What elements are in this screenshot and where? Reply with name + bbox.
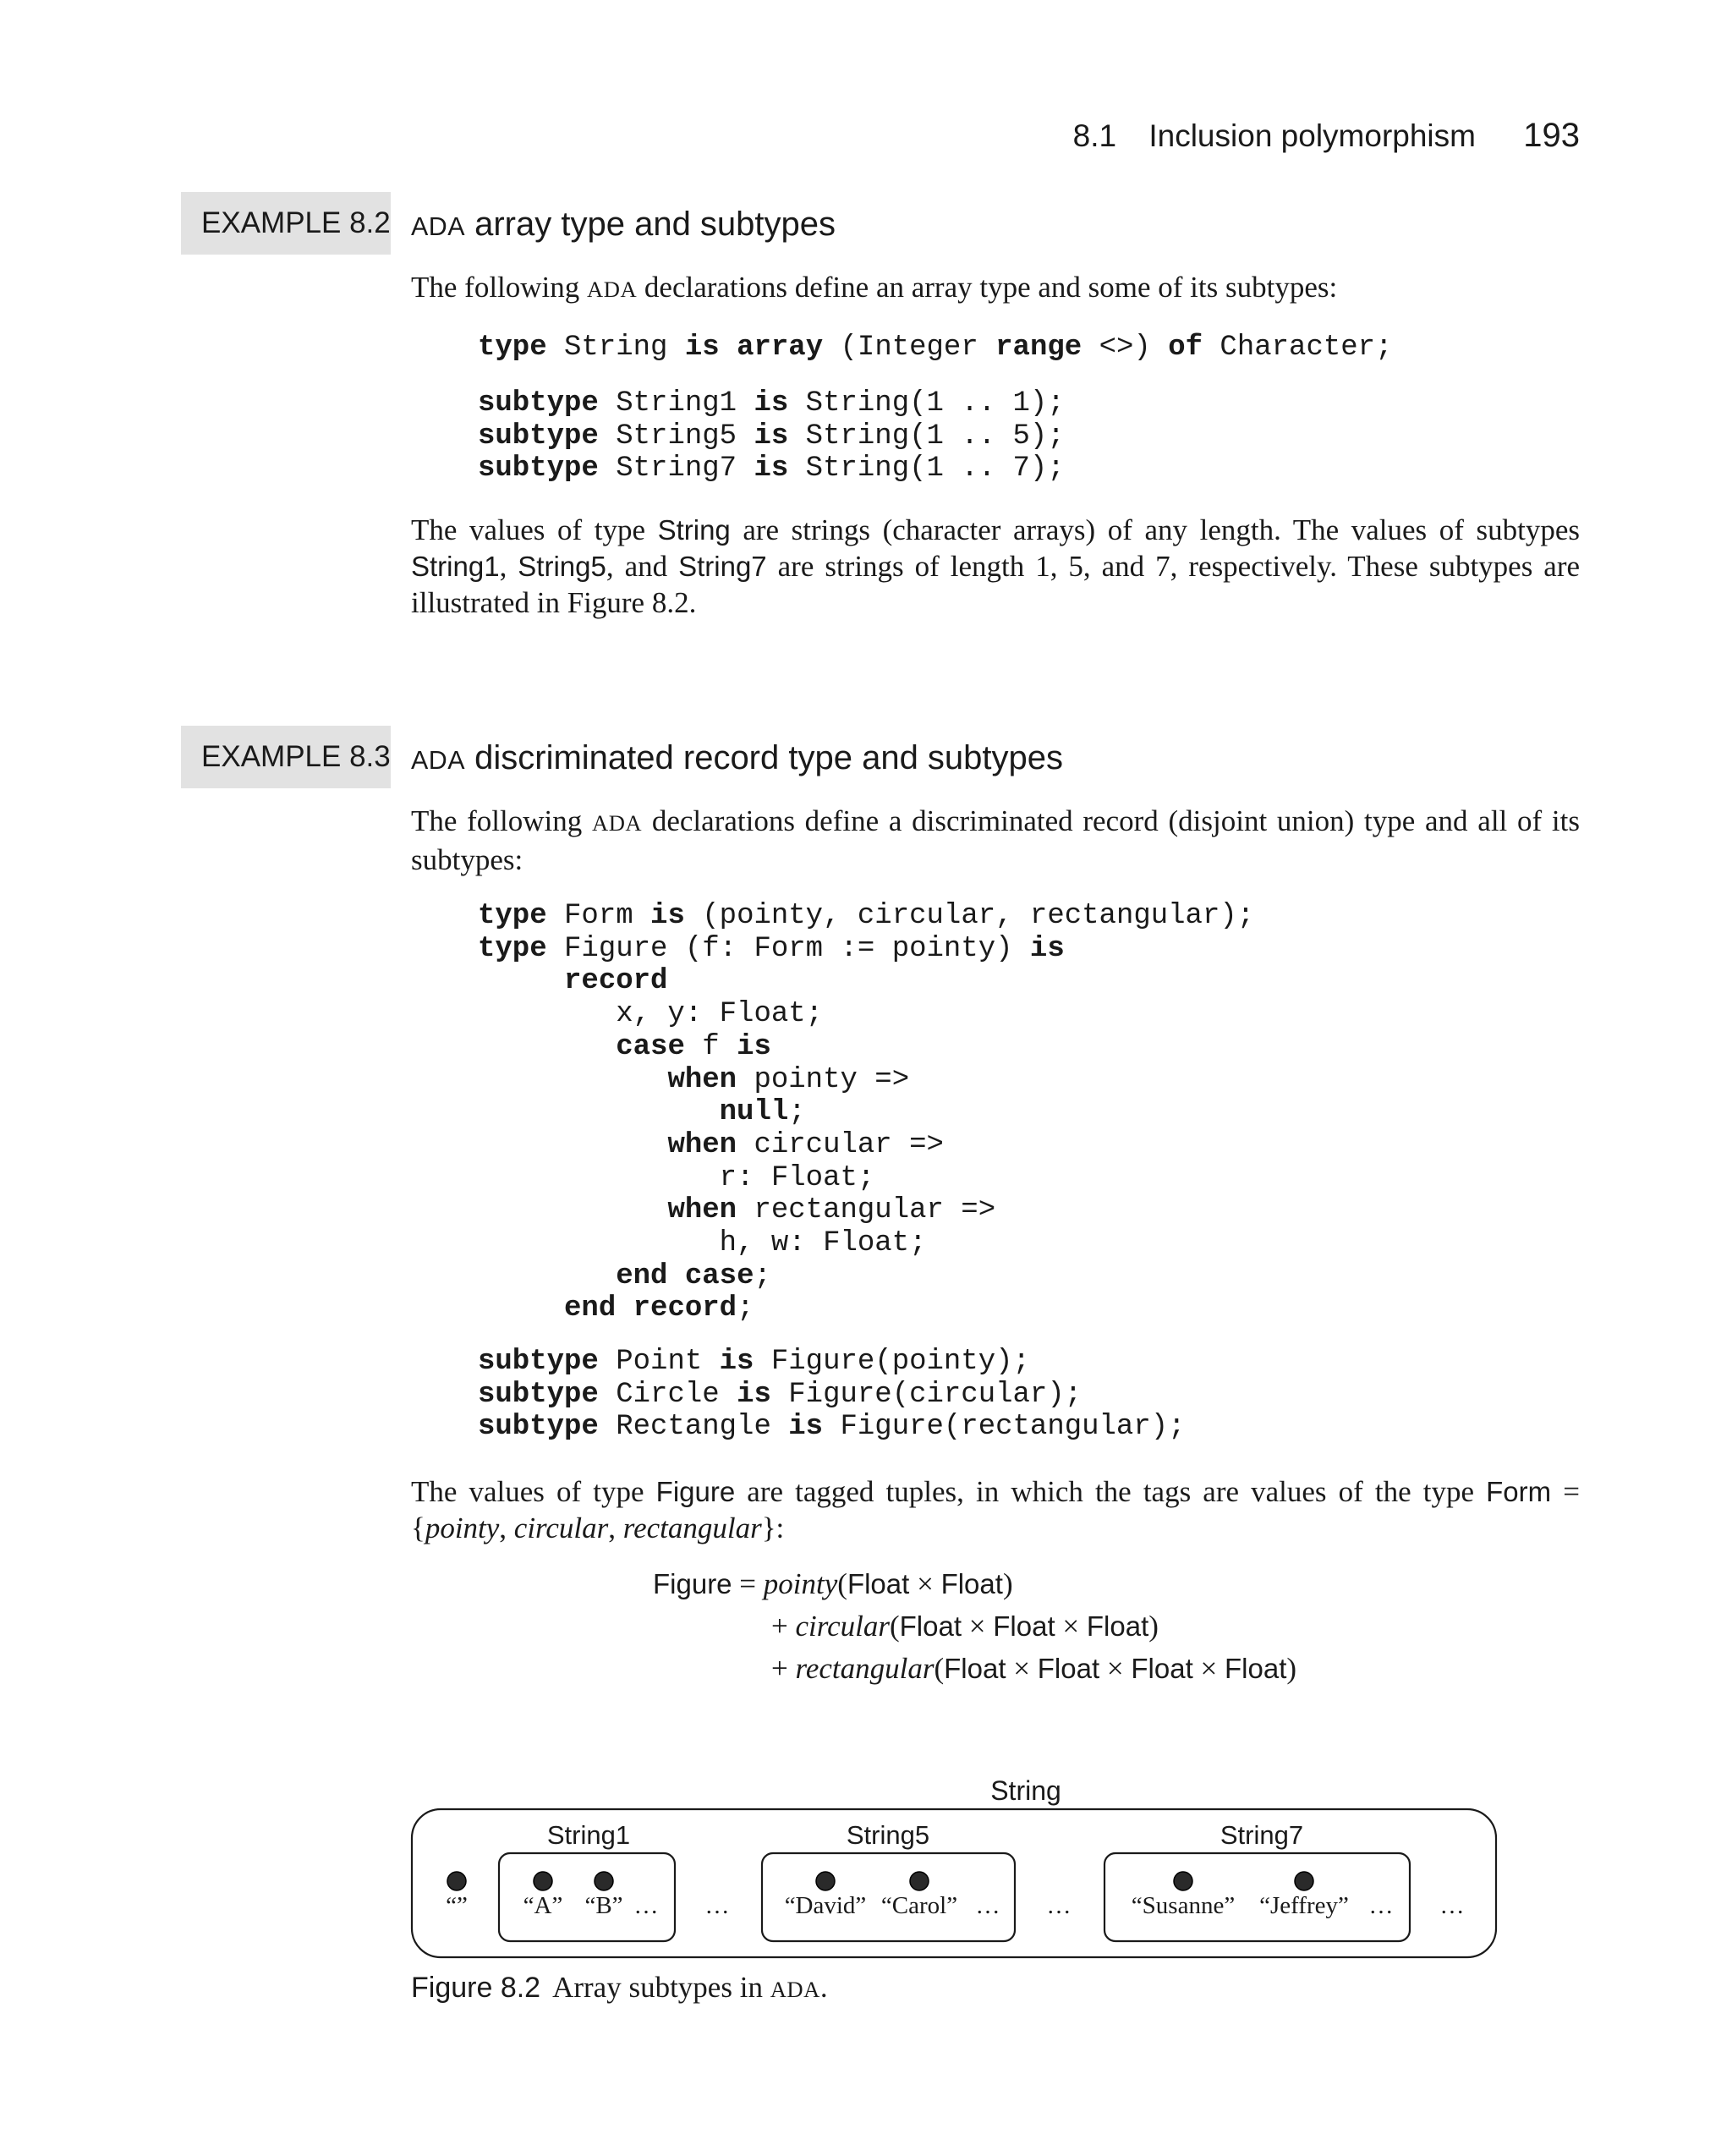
code-keyword: end xyxy=(564,1292,617,1325)
value-A: “A” xyxy=(523,1892,563,1919)
equation-type: Figure xyxy=(653,1568,732,1599)
code-text: ; xyxy=(754,1259,771,1292)
ellipsis-string1: … xyxy=(633,1892,659,1919)
body-text: are tagged tuples, in which the tags are values of the type xyxy=(735,1475,1487,1508)
code-text: Point xyxy=(598,1346,720,1378)
set-string5-label: String5 xyxy=(846,1820,930,1850)
code-text: Rectangle xyxy=(598,1411,789,1444)
code-keyword: end xyxy=(616,1259,668,1292)
code-keyword: is xyxy=(719,1346,754,1378)
code-keyword: is xyxy=(1029,932,1065,965)
equation-type: Float xyxy=(899,1610,962,1642)
code-keyword: type xyxy=(478,932,547,965)
point-empty-string xyxy=(447,1872,466,1890)
code-text: pointy => xyxy=(737,1063,910,1096)
equation-type: Float xyxy=(1037,1653,1100,1684)
equation-tag: pointy xyxy=(763,1567,838,1600)
page-number: 193 xyxy=(1523,117,1580,154)
code-text: String7 xyxy=(598,453,754,486)
example-8-3-label: EXAMPLE 8.3 xyxy=(181,726,391,788)
equation-tag: rectangular xyxy=(795,1652,935,1685)
body-text: are strings of length 1, 5, and 7, respectively. These subtypes are illustrated in Figure 8.2. xyxy=(411,550,1581,619)
value-Jeffrey: “Jeffrey” xyxy=(1259,1892,1349,1919)
intro-text: The following xyxy=(411,804,592,837)
code-text: String xyxy=(546,332,685,364)
equation-operator: × xyxy=(1006,1652,1038,1685)
body-text: The values of type xyxy=(411,513,658,546)
code-keyword: record xyxy=(633,1292,737,1325)
equation-operator: ) xyxy=(1286,1652,1297,1685)
value-empty-string: “” xyxy=(446,1892,468,1919)
code-text: String(1 .. 1); xyxy=(788,387,1065,420)
example-8-2-title-text: array type and subtypes xyxy=(465,206,836,243)
equation-operator: + xyxy=(771,1652,796,1685)
code-keyword: is xyxy=(754,453,789,486)
code-keyword: record xyxy=(564,965,668,998)
code-keyword: is xyxy=(650,900,685,932)
equation-operator: × xyxy=(909,1567,941,1600)
code-keyword: case xyxy=(616,1030,685,1063)
code-text: r: Float; xyxy=(478,1161,875,1194)
figure-caption-label: Figure 8.2 xyxy=(411,1972,541,2004)
point-Susanne xyxy=(1174,1872,1192,1890)
type-name: String xyxy=(657,514,731,546)
tag-name: circular xyxy=(513,1511,609,1544)
code-text: <>) xyxy=(1082,332,1169,364)
equation-tag: circular xyxy=(795,1610,890,1643)
body-text: , xyxy=(608,1511,623,1544)
equation-type: Float xyxy=(940,1568,1003,1599)
code-text: String5 xyxy=(598,420,754,453)
ellipsis-outside-2: … xyxy=(1046,1892,1072,1919)
code-keyword: type xyxy=(478,900,547,932)
equation-type: Float xyxy=(1131,1653,1193,1684)
equation-operator: ( xyxy=(934,1652,945,1685)
type-name: String7 xyxy=(678,551,767,582)
body-text: }: xyxy=(761,1511,785,1544)
type-name: Figure xyxy=(655,1476,736,1507)
point-David xyxy=(816,1872,835,1890)
figure-caption xyxy=(411,1971,828,2005)
equation-type: Float xyxy=(993,1610,1055,1642)
point-B xyxy=(595,1872,613,1890)
code-text: String1 xyxy=(598,387,754,420)
equation-operator: × xyxy=(1192,1652,1225,1685)
tag-name: pointy xyxy=(425,1511,500,1544)
ada-small-caps: ADA xyxy=(411,746,465,775)
code-text: Figure(pointy); xyxy=(754,1346,1030,1378)
ellipsis-string7: … xyxy=(1368,1892,1394,1919)
code-text: Figure(circular); xyxy=(770,1378,1082,1411)
code-text: String(1 .. 7); xyxy=(788,453,1065,486)
example-8-3-title-text: discriminated record type and subtypes xyxy=(465,739,1064,776)
code-text: f xyxy=(684,1030,737,1063)
code-text: String(1 .. 5); xyxy=(788,420,1065,453)
code-keyword: is xyxy=(737,1378,771,1411)
code-keyword: null xyxy=(719,1096,789,1129)
code-keyword: is xyxy=(788,1411,824,1444)
code-keyword: type xyxy=(478,332,547,364)
equation-type: Float xyxy=(944,1653,1006,1684)
code-keyword: range xyxy=(995,332,1082,364)
code-keyword: when xyxy=(667,1128,737,1161)
point-A xyxy=(534,1872,552,1890)
type-name: Form xyxy=(1486,1476,1552,1507)
value-Susanne: “Susanne” xyxy=(1131,1892,1236,1919)
body-text: The values of type xyxy=(411,1475,656,1508)
body-text: , xyxy=(499,1511,514,1544)
code-keyword: case xyxy=(684,1259,754,1292)
figure-caption-text: Array subtypes in xyxy=(552,1971,770,2004)
code-keyword: array xyxy=(737,332,824,364)
code-text: rectangular => xyxy=(737,1194,996,1227)
value-B: “B” xyxy=(584,1892,623,1919)
body-text: are strings (character arrays) of any length. The values of subtypes xyxy=(730,513,1580,546)
intro-text: declarations define an array type and some of its subtypes: xyxy=(637,271,1338,304)
code-text: (pointy, circular, rectangular); xyxy=(684,900,1255,932)
code-keyword: is xyxy=(737,1030,771,1063)
code-text: Figure (f: Form := pointy) xyxy=(546,932,1030,965)
code-keyword: subtype xyxy=(478,387,599,420)
ellipsis-outside-1: … xyxy=(704,1892,730,1919)
equation-type: Float xyxy=(1086,1610,1149,1642)
example-8-2-label: EXAMPLE 8.2 xyxy=(181,192,391,255)
ada-small-caps: ADA xyxy=(592,810,643,836)
intro-text: The following xyxy=(411,271,588,304)
ada-small-caps: ADA xyxy=(411,212,465,241)
code-text: ; xyxy=(788,1096,806,1129)
code-text: circular => xyxy=(737,1128,944,1161)
code-keyword: when xyxy=(667,1194,737,1227)
equation-operator: ( xyxy=(837,1567,847,1600)
equation-operator: = xyxy=(732,1567,764,1600)
code-text: Character; xyxy=(1203,332,1393,364)
code-keyword: subtype xyxy=(478,1378,599,1411)
intro-text: declarations define a discriminated record (disjoint union) type and all of its subtypes: xyxy=(411,804,1580,876)
section-title: Inclusion polymorphism xyxy=(1148,118,1476,153)
tag-name: rectangular xyxy=(622,1511,762,1544)
value-Carol: “Carol” xyxy=(880,1892,958,1919)
equation-type: Float xyxy=(847,1568,910,1599)
equation-operator: × xyxy=(1055,1610,1087,1643)
type-name: String5 xyxy=(518,551,606,582)
code-keyword: is xyxy=(684,332,720,364)
ada-small-caps: ADA xyxy=(587,277,638,302)
equation-type: Float xyxy=(1225,1653,1287,1684)
equation-operator: ( xyxy=(889,1610,900,1643)
code-keyword: subtype xyxy=(478,1346,599,1378)
code-text: Figure(rectangular); xyxy=(823,1411,1186,1444)
set-string1-label: String1 xyxy=(546,1820,631,1850)
body-text: , xyxy=(499,550,518,583)
equation-operator: × xyxy=(1099,1652,1132,1685)
code-text: h, w: Float; xyxy=(478,1227,927,1260)
ellipsis-outside-3: … xyxy=(1439,1892,1465,1919)
equation-operator: × xyxy=(962,1610,994,1643)
code-keyword: of xyxy=(1168,332,1203,364)
code-text: (Integer xyxy=(823,332,996,364)
code-keyword: subtype xyxy=(478,420,599,453)
code-text: Form xyxy=(546,900,651,932)
equation-operator: ) xyxy=(1002,1567,1013,1600)
set-string-label: String xyxy=(990,1775,1061,1806)
code-keyword: is xyxy=(754,387,789,420)
code-keyword: is xyxy=(754,420,789,453)
value-David: “David” xyxy=(784,1892,867,1919)
point-Carol xyxy=(910,1872,929,1890)
ada-small-caps: ADA xyxy=(770,1977,820,2002)
figure-caption-end: . xyxy=(819,1971,828,2004)
section-number: 8.1 xyxy=(1072,118,1117,153)
point-Jeffrey xyxy=(1295,1872,1313,1890)
code-text: x, y: Float; xyxy=(478,998,824,1031)
code-keyword: subtype xyxy=(478,453,599,486)
body-text: , and xyxy=(606,550,679,583)
type-name: String1 xyxy=(411,551,500,582)
code-text: ; xyxy=(737,1292,754,1325)
code-text: Circle xyxy=(598,1378,737,1411)
set-string7-label: String7 xyxy=(1220,1820,1304,1850)
equation-operator: ) xyxy=(1148,1610,1159,1643)
code-keyword: subtype xyxy=(478,1411,599,1444)
ellipsis-string5: … xyxy=(975,1892,1000,1919)
equation-operator: + xyxy=(771,1610,796,1643)
code-keyword: when xyxy=(667,1063,737,1096)
body-text: = { xyxy=(411,1475,1580,1544)
